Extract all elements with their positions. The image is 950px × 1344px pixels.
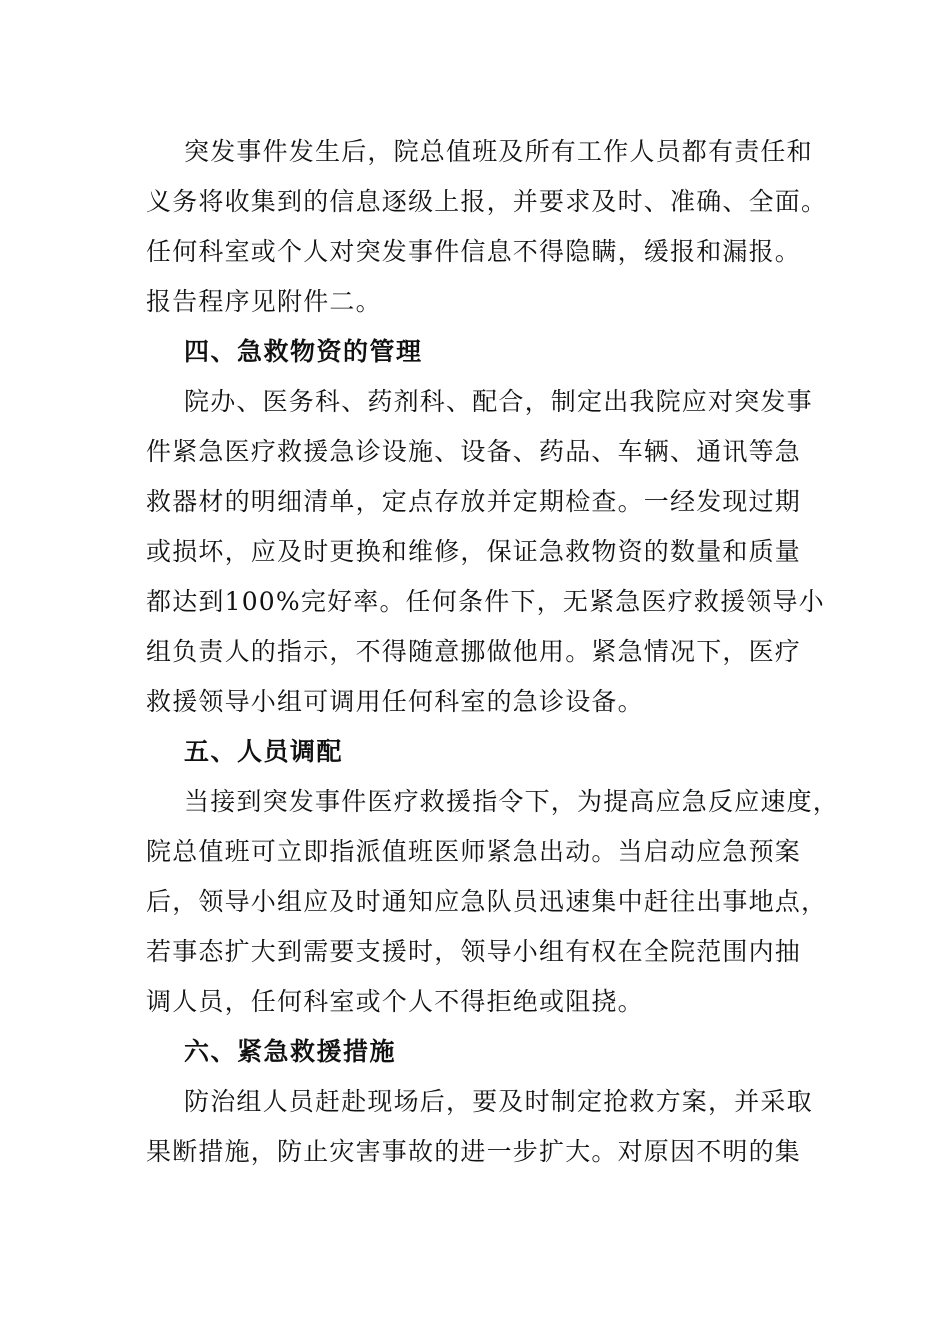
paragraph-line: 救援领导小组可调用任何科室的急诊设备。 bbox=[146, 687, 644, 716]
section-heading: 六、紧急救援措施 bbox=[184, 1037, 397, 1066]
paragraph-line: 报告程序见附件二。 bbox=[146, 287, 382, 316]
paragraph-line: 防治组人员赶赴现场后，要及时制定抢救方案，并采取 bbox=[184, 1087, 813, 1116]
paragraph-line: 果断措施，防止灾害事故的进一步扩大。对原因不明的集 bbox=[146, 1137, 802, 1166]
paragraph-line: 救器材的明细清单，定点存放并定期检查。一经发现过期 bbox=[146, 487, 802, 516]
section-heading: 四、急救物资的管理 bbox=[184, 337, 423, 366]
paragraph-line: 院办、医务科、药剂科、配合，制定出我院应对突发事 bbox=[184, 387, 813, 416]
paragraph-line: 当接到突发事件医疗救援指令下，为提高应急反应速度， bbox=[184, 787, 840, 816]
paragraph-line: 义务将收集到的信息逐级上报，并要求及时、准确、全面。 bbox=[146, 187, 828, 216]
section-heading: 五、人员调配 bbox=[184, 737, 344, 766]
paragraph-line: 都达到100%完好率。任何条件下，无紧急医疗救援领导小 bbox=[146, 587, 825, 616]
paragraph-line: 后，领导小组应及时通知应急队员迅速集中赶往出事地点， bbox=[146, 887, 828, 916]
paragraph-line: 任何科室或个人对突发事件信息不得隐瞒，缓报和漏报。 bbox=[146, 237, 802, 266]
paragraph-line: 件紧急医疗救援急诊设施、设备、药品、车辆、通讯等急 bbox=[146, 437, 802, 466]
paragraph-line: 组负责人的指示，不得随意挪做他用。紧急情况下，医疗 bbox=[146, 637, 802, 666]
paragraph-line: 调人员，任何科室或个人不得拒绝或阻挠。 bbox=[146, 987, 644, 1016]
paragraph-line: 院总值班可立即指派值班医师紧急出动。当启动应急预案 bbox=[146, 837, 802, 866]
paragraph-line: 若事态扩大到需要支援时，领导小组有权在全院范围内抽 bbox=[146, 937, 802, 966]
paragraph-line: 或损坏，应及时更换和维修，保证急救物资的数量和质量 bbox=[146, 537, 802, 566]
paragraph-line: 突发事件发生后，院总值班及所有工作人员都有责任和 bbox=[184, 137, 813, 166]
